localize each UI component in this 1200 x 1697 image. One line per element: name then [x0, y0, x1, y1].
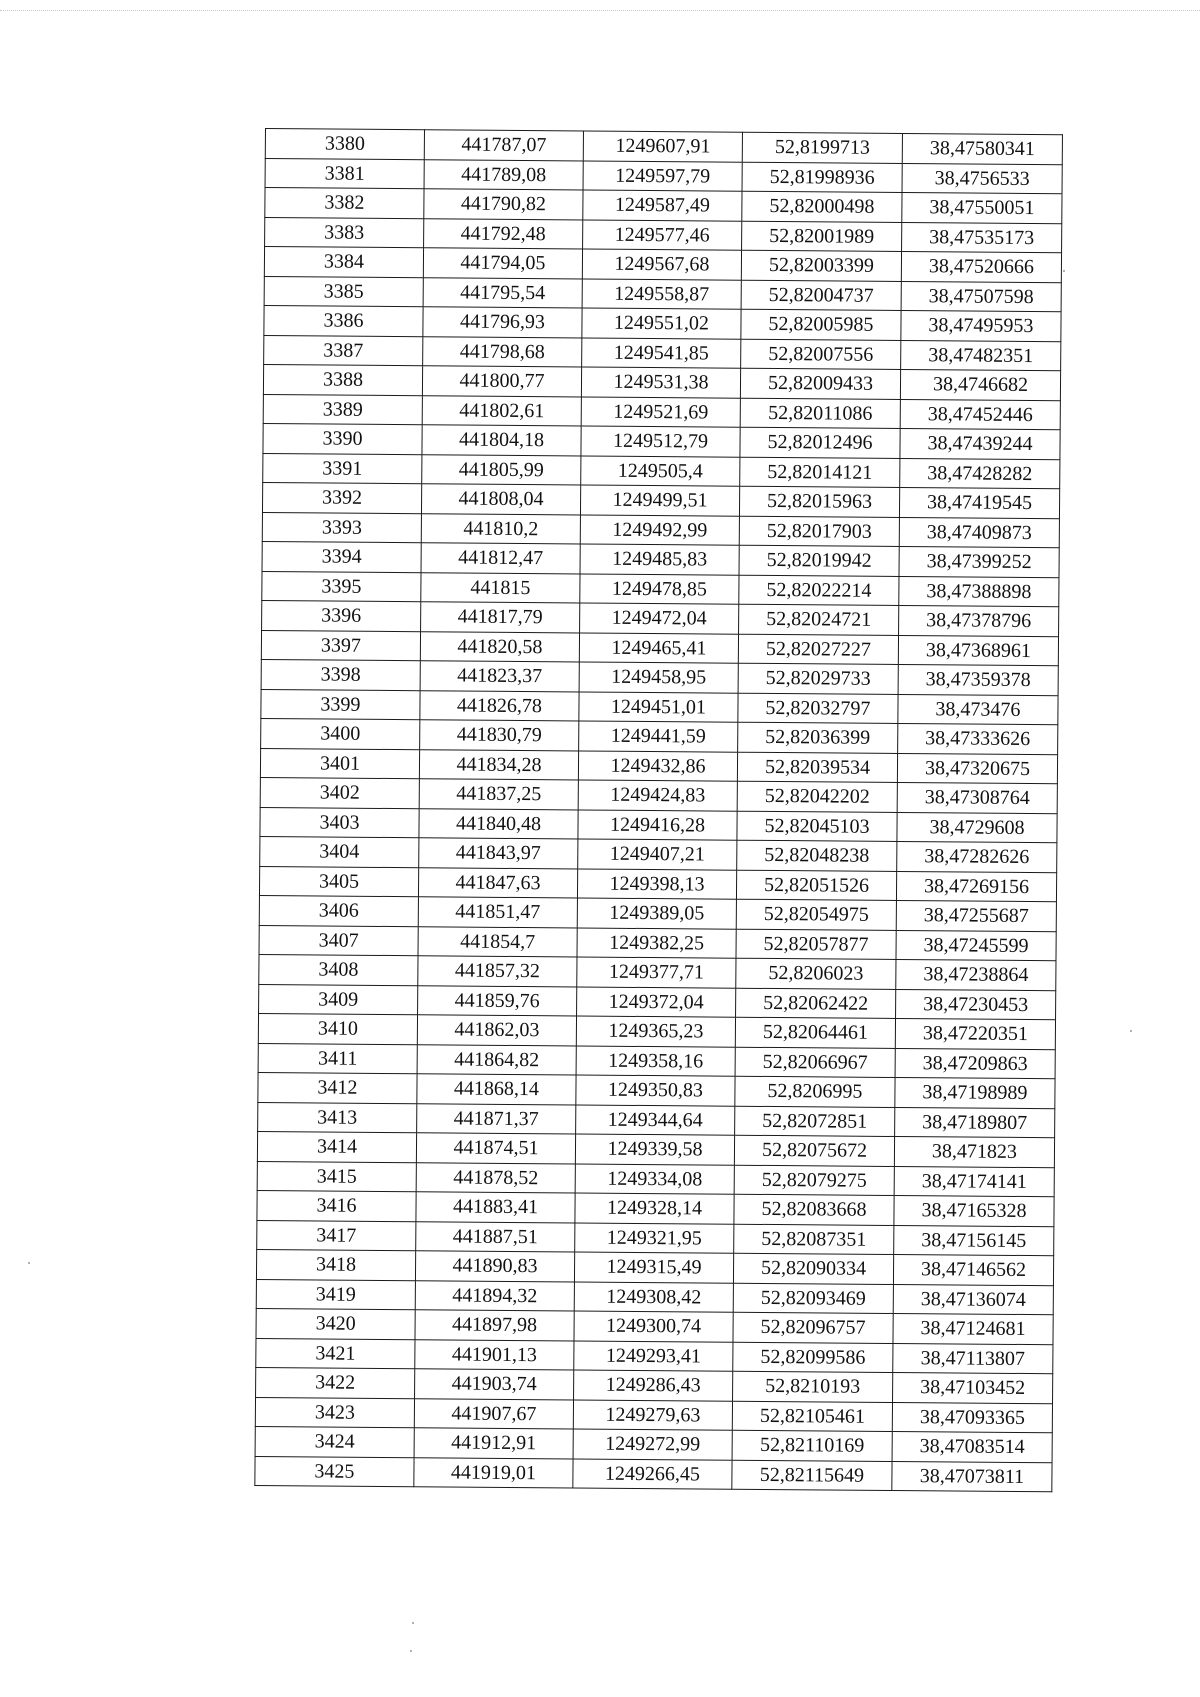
y-coordinate-cell: 1249577,46: [583, 219, 742, 250]
scan-speck: [410, 1650, 412, 1652]
scan-speck: [28, 1262, 30, 1264]
point-number-cell: 3421: [256, 1338, 415, 1369]
latitude-cell: 52,82051526: [736, 870, 896, 901]
point-number-cell: 3381: [265, 158, 424, 189]
point-number-cell: 3390: [263, 423, 422, 454]
longitude-cell: 38,47174141: [894, 1166, 1054, 1197]
longitude-cell: 38,47113807: [893, 1343, 1053, 1374]
longitude-cell: 38,47308764: [897, 782, 1057, 813]
latitude-cell: 52,82001989: [742, 221, 902, 252]
y-coordinate-cell: 1249451,01: [579, 691, 738, 722]
x-coordinate-cell: 441790,82: [424, 189, 583, 220]
latitude-cell: 52,82115649: [732, 1460, 892, 1491]
scan-speck: [412, 1622, 414, 1624]
y-coordinate-cell: 1249372,04: [577, 986, 736, 1017]
x-coordinate-cell: 441901,13: [415, 1339, 574, 1370]
point-number-cell: 3412: [258, 1072, 417, 1103]
point-number-cell: 3382: [265, 188, 424, 219]
longitude-cell: 38,47282626: [897, 841, 1057, 872]
x-coordinate-cell: 441805,99: [422, 454, 581, 485]
point-number-cell: 3396: [262, 600, 421, 631]
x-coordinate-cell: 441897,98: [415, 1310, 574, 1341]
longitude-cell: 38,4756533: [902, 163, 1062, 194]
longitude-cell: 38,47245599: [896, 930, 1056, 961]
latitude-cell: 52,82039534: [737, 752, 897, 783]
y-coordinate-cell: 1249424,83: [578, 780, 737, 811]
longitude-cell: 38,47580341: [902, 134, 1062, 165]
x-coordinate-cell: 441840,48: [419, 808, 578, 839]
x-coordinate-cell: 441868,14: [417, 1074, 576, 1105]
x-coordinate-cell: 441919,01: [414, 1457, 573, 1488]
longitude-cell: 38,47269156: [896, 871, 1056, 902]
x-coordinate-cell: 441894,32: [415, 1280, 574, 1311]
longitude-cell: 38,47103452: [893, 1372, 1053, 1403]
x-coordinate-cell: 441798,68: [423, 336, 582, 367]
point-number-cell: 3385: [264, 276, 423, 307]
latitude-cell: 52,82105461: [732, 1401, 892, 1432]
longitude-cell: 38,47495953: [901, 311, 1061, 342]
point-number-cell: 3425: [255, 1456, 414, 1487]
y-coordinate-cell: 1249541,85: [582, 337, 741, 368]
y-coordinate-cell: 1249492,99: [580, 514, 739, 545]
longitude-cell: 38,47189807: [895, 1107, 1055, 1138]
x-coordinate-cell: 441878,52: [416, 1162, 575, 1193]
latitude-cell: 52,82110169: [732, 1430, 892, 1461]
longitude-cell: 38,47230453: [896, 989, 1056, 1020]
point-number-cell: 3418: [256, 1249, 415, 1280]
longitude-cell: 38,473476: [898, 694, 1058, 725]
point-number-cell: 3397: [261, 630, 420, 661]
y-coordinate-cell: 1249416,28: [578, 809, 737, 840]
point-number-cell: 3401: [260, 748, 419, 779]
latitude-cell: 52,82027227: [738, 634, 898, 665]
x-coordinate-cell: 441851,47: [418, 897, 577, 928]
longitude-cell: 38,47083514: [892, 1431, 1052, 1462]
latitude-cell: 52,82024721: [739, 604, 899, 635]
x-coordinate-cell: 441843,97: [419, 838, 578, 869]
longitude-cell: 38,47093365: [892, 1402, 1052, 1433]
point-number-cell: 3405: [259, 866, 418, 897]
latitude-cell: 52,82011086: [740, 398, 900, 429]
x-coordinate-cell: 441874,51: [416, 1133, 575, 1164]
longitude-cell: 38,47378796: [899, 605, 1059, 636]
y-coordinate-cell: 1249398,13: [577, 868, 736, 899]
x-coordinate-cell: 441890,83: [415, 1251, 574, 1282]
y-coordinate-cell: 1249587,49: [583, 190, 742, 221]
y-coordinate-cell: 1249300,74: [574, 1311, 733, 1342]
latitude-cell: 52,82075672: [734, 1135, 894, 1166]
x-coordinate-cell: 441830,79: [420, 720, 579, 751]
latitude-cell: 52,82083668: [734, 1194, 894, 1225]
y-coordinate-cell: 1249286,43: [574, 1370, 733, 1401]
x-coordinate-cell: 441859,76: [418, 985, 577, 1016]
x-coordinate-cell: 441907,67: [414, 1398, 573, 1429]
y-coordinate-cell: 1249597,79: [583, 161, 742, 192]
x-coordinate-cell: 441837,25: [419, 779, 578, 810]
point-number-cell: 3422: [256, 1367, 415, 1398]
point-number-cell: 3380: [265, 129, 424, 160]
x-coordinate-cell: 441789,08: [424, 159, 583, 190]
x-coordinate-cell: 441800,77: [422, 366, 581, 397]
latitude-cell: 52,82042202: [737, 781, 897, 812]
y-coordinate-cell: 1249315,49: [574, 1252, 733, 1283]
scan-edge-line: [0, 10, 1200, 11]
x-coordinate-cell: 441912,91: [414, 1428, 573, 1459]
point-number-cell: 3398: [261, 659, 420, 690]
latitude-cell: 52,82017903: [739, 516, 899, 547]
point-number-cell: 3391: [263, 453, 422, 484]
longitude-cell: 38,47198989: [895, 1077, 1055, 1108]
y-coordinate-cell: 1249334,08: [575, 1163, 734, 1194]
longitude-cell: 38,47146562: [893, 1254, 1053, 1285]
latitude-cell: 52,82079275: [734, 1165, 894, 1196]
y-coordinate-cell: 1249272,99: [573, 1429, 732, 1460]
longitude-cell: 38,47255687: [896, 900, 1056, 931]
x-coordinate-cell: 441812,47: [421, 543, 580, 574]
y-coordinate-cell: 1249407,21: [578, 839, 737, 870]
y-coordinate-cell: 1249485,83: [580, 544, 739, 575]
x-coordinate-cell: 441862,03: [417, 1015, 576, 1046]
longitude-cell: 38,47136074: [893, 1284, 1053, 1315]
scan-speck: [1130, 1030, 1132, 1032]
latitude-cell: 52,82087351: [734, 1224, 894, 1255]
point-number-cell: 3399: [261, 689, 420, 720]
latitude-cell: 52,82045103: [737, 811, 897, 842]
y-coordinate-cell: 1249478,85: [580, 573, 739, 604]
point-number-cell: 3410: [258, 1013, 417, 1044]
x-coordinate-cell: 441883,41: [416, 1192, 575, 1223]
latitude-cell: 52,82066967: [735, 1047, 895, 1078]
longitude-cell: 38,47220351: [895, 1018, 1055, 1049]
point-number-cell: 3393: [262, 512, 421, 543]
longitude-cell: 38,47520666: [901, 252, 1061, 283]
latitude-cell: 52,82064461: [735, 1017, 895, 1048]
latitude-cell: 52,81998936: [742, 162, 902, 193]
y-coordinate-cell: 1249558,87: [582, 278, 741, 309]
point-number-cell: 3424: [255, 1426, 414, 1457]
x-coordinate-cell: 441810,2: [421, 513, 580, 544]
y-coordinate-cell: 1249499,51: [580, 485, 739, 516]
longitude-cell: 38,47399252: [899, 546, 1059, 577]
y-coordinate-cell: 1249365,23: [576, 1016, 735, 1047]
y-coordinate-cell: 1249266,45: [573, 1458, 732, 1489]
latitude-cell: 52,82019942: [739, 545, 899, 576]
point-number-cell: 3389: [263, 394, 422, 425]
y-coordinate-cell: 1249567,68: [582, 249, 741, 280]
longitude-cell: 38,47507598: [901, 281, 1061, 312]
x-coordinate-cell: 441817,79: [421, 602, 580, 633]
latitude-cell: 52,82029733: [738, 663, 898, 694]
longitude-cell: 38,47368961: [898, 635, 1058, 666]
point-number-cell: 3387: [264, 335, 423, 366]
scan-speck: [1063, 270, 1065, 272]
point-number-cell: 3413: [258, 1102, 417, 1133]
longitude-cell: 38,47535173: [902, 222, 1062, 253]
point-number-cell: 3402: [260, 777, 419, 808]
x-coordinate-cell: 441823,37: [420, 661, 579, 692]
longitude-cell: 38,47419545: [899, 487, 1059, 518]
x-coordinate-cell: 441857,32: [418, 956, 577, 987]
x-coordinate-cell: 441887,51: [416, 1221, 575, 1252]
latitude-cell: 52,82036399: [738, 722, 898, 753]
point-number-cell: 3409: [259, 984, 418, 1015]
y-coordinate-cell: 1249441,59: [579, 721, 738, 752]
longitude-cell: 38,47209863: [895, 1048, 1055, 1079]
latitude-cell: 52,82009433: [740, 368, 900, 399]
longitude-cell: 38,471823: [894, 1136, 1054, 1167]
longitude-cell: 38,47452446: [900, 399, 1060, 430]
latitude-cell: 52,8199713: [742, 132, 902, 163]
longitude-cell: 38,47156145: [894, 1225, 1054, 1256]
latitude-cell: 52,82072851: [735, 1106, 895, 1137]
latitude-cell: 52,82062422: [736, 988, 896, 1019]
latitude-cell: 52,82012496: [740, 427, 900, 458]
y-coordinate-cell: 1249505,4: [581, 455, 740, 486]
x-coordinate-cell: 441815: [421, 572, 580, 603]
x-coordinate-cell: 441903,74: [415, 1369, 574, 1400]
coordinates-table: [254, 128, 1063, 1492]
y-coordinate-cell: 1249472,04: [580, 603, 739, 634]
longitude-cell: 38,47388898: [899, 576, 1059, 607]
point-number-cell: 3388: [263, 364, 422, 395]
y-coordinate-cell: 1249321,95: [575, 1222, 734, 1253]
point-number-cell: 3392: [262, 482, 421, 513]
y-coordinate-cell: 1249607,91: [583, 131, 742, 162]
x-coordinate-cell: 441834,28: [419, 749, 578, 780]
x-coordinate-cell: 441794,05: [423, 248, 582, 279]
point-number-cell: 3423: [255, 1397, 414, 1428]
longitude-cell: 38,47359378: [898, 664, 1058, 695]
point-number-cell: 3386: [264, 305, 423, 336]
y-coordinate-cell: 1249389,05: [577, 898, 736, 929]
latitude-cell: 52,82096757: [733, 1312, 893, 1343]
point-number-cell: 3384: [264, 247, 423, 278]
x-coordinate-cell: 441804,18: [422, 425, 581, 456]
point-number-cell: 3400: [261, 718, 420, 749]
y-coordinate-cell: 1249458,95: [579, 662, 738, 693]
y-coordinate-cell: 1249350,83: [576, 1075, 735, 1106]
latitude-cell: 52,82007556: [741, 339, 901, 370]
y-coordinate-cell: 1249512,79: [581, 426, 740, 457]
x-coordinate-cell: 441871,37: [417, 1103, 576, 1134]
longitude-cell: 38,47320675: [897, 753, 1057, 784]
longitude-cell: 38,47073811: [892, 1461, 1052, 1492]
y-coordinate-cell: 1249293,41: [574, 1340, 733, 1371]
x-coordinate-cell: 441796,93: [423, 307, 582, 338]
latitude-cell: 52,82014121: [740, 457, 900, 488]
point-number-cell: 3414: [257, 1131, 416, 1162]
latitude-cell: 52,82022214: [739, 575, 899, 606]
y-coordinate-cell: 1249432,86: [578, 750, 737, 781]
point-number-cell: 3420: [256, 1308, 415, 1339]
coordinates-table-body: [255, 129, 1063, 1492]
longitude-cell: 38,47550051: [902, 193, 1062, 224]
point-number-cell: 3404: [260, 836, 419, 867]
latitude-cell: 52,82032797: [738, 693, 898, 724]
point-number-cell: 3415: [257, 1161, 416, 1192]
x-coordinate-cell: 441808,04: [421, 484, 580, 515]
y-coordinate-cell: 1249344,64: [576, 1104, 735, 1135]
latitude-cell: 52,82048238: [737, 840, 897, 871]
point-number-cell: 3417: [257, 1220, 416, 1251]
latitude-cell: 52,82015963: [739, 486, 899, 517]
latitude-cell: 52,8206023: [736, 958, 896, 989]
y-coordinate-cell: 1249531,38: [581, 367, 740, 398]
x-coordinate-cell: 441854,7: [418, 926, 577, 957]
longitude-cell: 38,47165328: [894, 1195, 1054, 1226]
point-number-cell: 3416: [257, 1190, 416, 1221]
x-coordinate-cell: 441847,63: [418, 867, 577, 898]
y-coordinate-cell: 1249551,02: [582, 308, 741, 339]
longitude-cell: 38,47238864: [896, 959, 1056, 990]
y-coordinate-cell: 1249328,14: [575, 1193, 734, 1224]
point-number-cell: 3408: [259, 954, 418, 985]
longitude-cell: 38,47428282: [900, 458, 1060, 489]
latitude-cell: 52,8210193: [733, 1371, 893, 1402]
point-number-cell: 3406: [259, 895, 418, 926]
y-coordinate-cell: 1249521,69: [581, 396, 740, 427]
point-number-cell: 3394: [262, 541, 421, 572]
x-coordinate-cell: 441795,54: [423, 277, 582, 308]
latitude-cell: 52,82000498: [742, 191, 902, 222]
longitude-cell: 38,47482351: [901, 340, 1061, 371]
latitude-cell: 52,82099586: [733, 1342, 893, 1373]
point-number-cell: 3411: [258, 1043, 417, 1074]
latitude-cell: 52,82093469: [733, 1283, 893, 1314]
latitude-cell: 52,82054975: [736, 899, 896, 930]
point-number-cell: 3407: [259, 925, 418, 956]
x-coordinate-cell: 441802,61: [422, 395, 581, 426]
y-coordinate-cell: 1249377,71: [577, 957, 736, 988]
longitude-cell: 38,47439244: [900, 428, 1060, 459]
x-coordinate-cell: 441826,78: [420, 690, 579, 721]
point-number-cell: 3403: [260, 807, 419, 838]
longitude-cell: 38,4729608: [897, 812, 1057, 843]
point-number-cell: 3383: [265, 217, 424, 248]
latitude-cell: 52,82005985: [741, 309, 901, 340]
y-coordinate-cell: 1249465,41: [579, 632, 738, 663]
y-coordinate-cell: 1249279,63: [573, 1399, 732, 1430]
latitude-cell: 52,82003399: [741, 250, 901, 281]
latitude-cell: 52,8206995: [735, 1076, 895, 1107]
point-number-cell: 3419: [256, 1279, 415, 1310]
x-coordinate-cell: 441820,58: [420, 631, 579, 662]
y-coordinate-cell: 1249308,42: [574, 1281, 733, 1312]
x-coordinate-cell: 441864,82: [417, 1044, 576, 1075]
x-coordinate-cell: 441792,48: [424, 218, 583, 249]
latitude-cell: 52,82004737: [741, 280, 901, 311]
y-coordinate-cell: 1249382,25: [577, 927, 736, 958]
longitude-cell: 38,47124681: [893, 1313, 1053, 1344]
longitude-cell: 38,4746682: [900, 369, 1060, 400]
x-coordinate-cell: 441787,07: [424, 130, 583, 161]
longitude-cell: 38,47333626: [898, 723, 1058, 754]
latitude-cell: 52,82090334: [733, 1253, 893, 1284]
y-coordinate-cell: 1249358,16: [576, 1045, 735, 1076]
longitude-cell: 38,47409873: [899, 517, 1059, 548]
table-row: [255, 1456, 1052, 1492]
y-coordinate-cell: 1249339,58: [575, 1134, 734, 1165]
point-number-cell: 3395: [262, 571, 421, 602]
latitude-cell: 52,82057877: [736, 929, 896, 960]
